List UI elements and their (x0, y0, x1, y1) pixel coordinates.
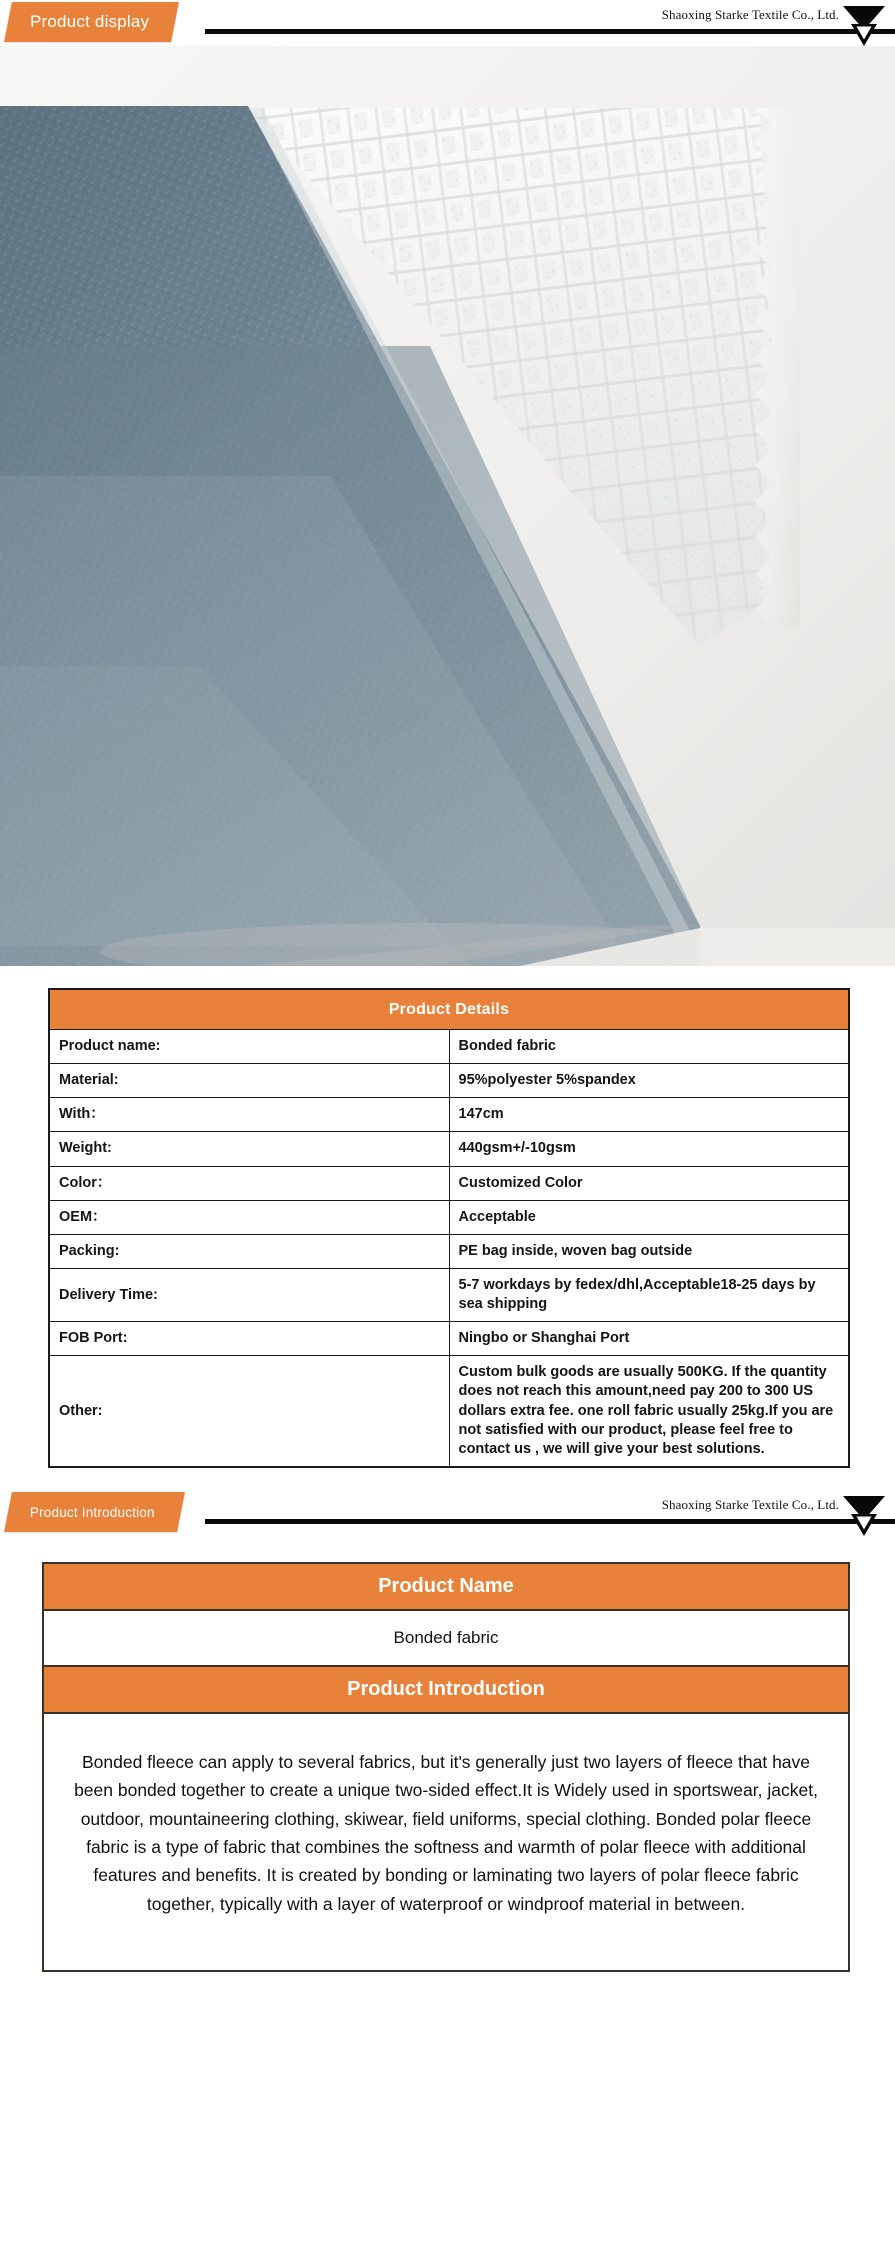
banner-divider-rule (205, 1519, 895, 1524)
product-introduction-section (0, 1536, 895, 1972)
banner-divider-rule (205, 29, 895, 34)
inverted-triangle-logo-icon (841, 4, 887, 48)
row-value-material: 95%polyester 5%spandex (449, 1064, 849, 1098)
product-display-banner (0, 0, 895, 46)
row-key-packing: Packing: (49, 1234, 449, 1268)
table-row (49, 1132, 849, 1166)
row-value-color: Customized Color (449, 1166, 849, 1200)
company-name: Shaoxing Starke Textile Co., Ltd. (661, 1496, 839, 1512)
row-key-material: Material: (49, 1064, 449, 1098)
row-key-other: Other: (49, 1356, 449, 1467)
product-name-value: Bonded fabric (44, 1611, 848, 1665)
table-row (49, 1030, 849, 1064)
table-row (49, 1098, 849, 1132)
section-tag-label: Product display (30, 12, 150, 31)
section-tag-product-introduction (4, 1492, 185, 1532)
product-introduction-header: Product Introduction (44, 1665, 848, 1714)
product-photo (0, 46, 895, 966)
row-value-fob-port: Ningbo or Shanghai Port (449, 1322, 849, 1356)
product-photo-image (0, 46, 895, 966)
product-details-section (0, 966, 895, 1468)
row-value-width: 147cm (449, 1098, 849, 1132)
row-value-delivery-time: 5-7 workdays by fedex/dhl,Acceptable18-25 days by sea shipping (449, 1268, 849, 1321)
table-row (49, 1200, 849, 1234)
table-row (49, 1356, 849, 1467)
table-row (49, 1166, 849, 1200)
product-introduction-banner (0, 1490, 895, 1536)
company-name: Shaoxing Starke Textile Co., Ltd. (661, 7, 839, 22)
table-row (49, 1234, 849, 1268)
row-key-fob-port: FOB Port: (49, 1322, 449, 1356)
section-tag-product-display (4, 2, 179, 42)
table-row (49, 1268, 849, 1321)
table-row (49, 1064, 849, 1098)
table-row (49, 1322, 849, 1356)
product-introduction-box (42, 1562, 850, 1972)
inverted-triangle-logo-icon (841, 1494, 887, 1538)
row-key-product-name: Product name: (49, 1030, 449, 1064)
table-header-row (49, 989, 849, 1030)
row-key-oem: OEM： (49, 1200, 449, 1234)
product-details-table (48, 988, 850, 1468)
row-key-weight: Weight: (49, 1132, 449, 1166)
row-value-packing: PE bag inside, woven bag outside (449, 1234, 849, 1268)
product-introduction-text: Bonded fleece can apply to several fabrics, but it's generally just two layers of fleece that have been bonded together to create a unique two-sided effect.It is Widely used in sportswear, jacket, outdoor, mountaineering clothing, skiwear, field uniforms, special clothing. Bonded polar fleece fabric is a type of fabric that combines the softness and warmth of polar fleece with additional features and benefits. It is created by bonding or laminating two layers of polar fleece fabric together, typically with a layer of waterproof or windproof material in between. (74, 1751, 818, 1914)
row-key-delivery-time: Delivery Time: (49, 1268, 449, 1321)
row-key-color: Color： (49, 1166, 449, 1200)
section-tag-label: Product Introduction (30, 1504, 155, 1520)
row-value-product-name: Bonded fabric (449, 1030, 849, 1064)
row-key-width: With： (49, 1098, 449, 1132)
row-value-weight: 440gsm+/-10gsm (449, 1132, 849, 1166)
row-value-oem: Acceptable (449, 1200, 849, 1234)
product-name-header: Product Name (44, 1564, 848, 1611)
product-details-header: Product Details (49, 989, 849, 1030)
row-value-other: Custom bulk goods are usually 500KG. If the quantity does not reach this amount,need pay 200 to 300 US dollars extra fee. one roll fabric usually 25kg.If you are not satisfied with our product, please feel free to contact us , we will give your best solutions. (449, 1356, 849, 1467)
